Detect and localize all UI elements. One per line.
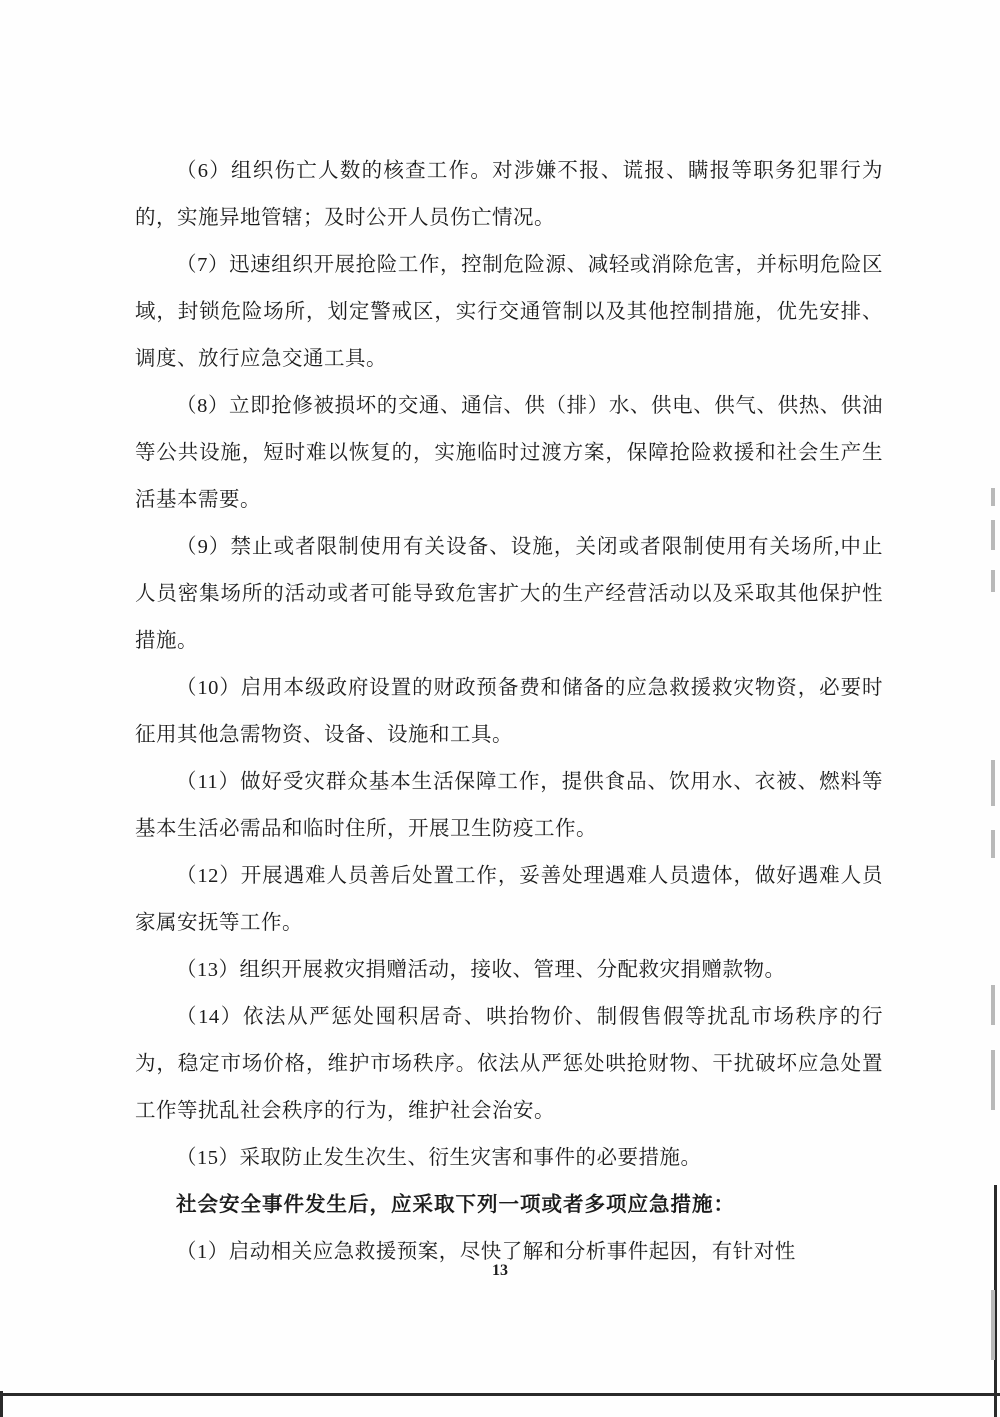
paragraph-item-10: （10）启用本级政府设置的财政预备费和储备的应急救援救灾物资，必要时征用其他急需物资、设备、设施和工具。: [135, 677, 883, 746]
scan-artifact-mark: [991, 570, 995, 592]
scan-artifact-mark: [991, 1290, 995, 1360]
scan-artifact-mark: [991, 488, 995, 506]
paragraph-item-1: （1）启动相关应急救援预案，尽快了解和分析事件起因，有针对性: [176, 1241, 796, 1263]
paragraph-item-12: （12）开展遇难人员善后处置工作，妥善处理遇难人员遗体，做好遇难人员家属安抚等工作。: [135, 865, 883, 934]
page-number: 13: [492, 1262, 508, 1279]
paragraph-item-11: （11）做好受灾群众基本生活保障工作，提供食品、饮用水、衣被、燃料等基本生活必需品和临时住所，开展卫生防疫工作。: [135, 771, 883, 840]
scan-artifact-mark: [991, 985, 995, 1025]
scan-artifact-mark: [991, 520, 995, 550]
paragraph-item-14: （14）依法从严惩处囤积居奇、哄抬物价、制假售假等扰乱市场秩序的行为，稳定市场价格，维护市场秩序。依法从严惩处哄抢财物、干扰破坏应急处置工作等扰乱社会秩序的行为，维护社会治安。: [135, 1006, 883, 1122]
scan-artifact-mark: [991, 1050, 995, 1110]
section-heading: 社会安全事件发生后，应采取下列一项或者多项应急措施：: [176, 1194, 735, 1216]
paragraph-item-6: （6）组织伤亡人数的核查工作。对涉嫌不报、谎报、瞒报等职务犯罪行为的，实施异地管辖；及时公开人员伤亡情况。: [135, 160, 883, 229]
paragraph-item-7: （7）迅速组织开展抢险工作，控制危险源、减轻或消除危害，并标明危险区域，封锁危险场所，划定警戒区，实行交通管制以及其他控制措施，优先安排、调度、放行应急交通工具。: [135, 254, 883, 370]
paragraph-item-15: （15）采取防止发生次生、衍生灾害和事件的必要措施。: [176, 1147, 702, 1169]
document-body: [135, 148, 883, 1276]
scan-artifact-bottom-line: [0, 1393, 1000, 1396]
paragraph-item-9: （9）禁止或者限制使用有关设备、设施，关闭或者限制使用有关场所,中止人员密集场所的活动或者可能导致危害扩大的生产经营活动以及采取其他保护性措施。: [135, 536, 883, 652]
scan-artifact-left-corner: [0, 1391, 3, 1417]
scan-artifact-mark: [991, 830, 995, 858]
paragraph-item-8: （8）立即抢修被损坏的交通、通信、供（排）水、供电、供气、供热、供油等公共设施，短时难以恢复的，实施临时过渡方案，保障抢险救援和社会生产生活基本需要。: [135, 395, 883, 511]
paragraph-item-13: （13）组织开展救灾捐赠活动，接收、管理、分配救灾捐赠款物。: [176, 959, 786, 981]
scan-artifact-mark: [991, 760, 995, 806]
